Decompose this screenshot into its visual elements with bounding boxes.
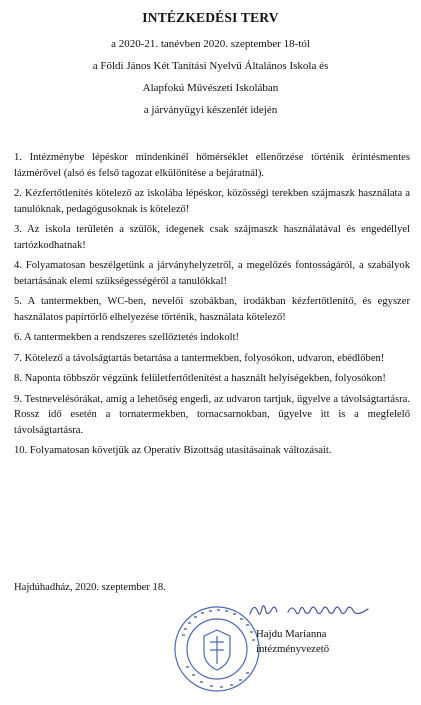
place-and-date: Hajdúhadház, 2020. szeptember 18. [14, 582, 166, 593]
signer-block [256, 627, 329, 657]
measure-item-2: 2. Kézfertőtlenítés kötelező az iskolába lépéskor, közösségi terekben szájmaszk használata a tanulóknak, pedagógusoknak is kötelező! [14, 188, 410, 215]
signature-icon [248, 600, 378, 620]
measure-item-9: 9. Testnevelésórákat, amíg a lehetőség engedi, az udvaron tartjuk, ügyelve a távolságtartásra. Rossz idő esetén a tornatermekben, tornacsarnokban, ügyelve itt is a megfelelő távolságtartásra. [14, 393, 410, 436]
signer-title: intézményvezető [256, 643, 330, 655]
measure-item-7: 7. Kötelező a távolságtartás betartása a tantermekben, folyosókon, udvaron, ebédlőben! [14, 352, 385, 364]
measure-item-5: 5. A tantermekben, WC-ben, nevelői szobákban, irodákban kézfertőtlenítő, és egyszer használatos papírtörlő elhelyezése történik, használata kötelező! [14, 296, 410, 323]
document-title: INTÉZKEDÉSI TERV [142, 10, 279, 25]
measure-item-6: 6. A tantermekben a rendszeres szellőztetés indokolt! [14, 332, 240, 343]
subtitle-line-4: a járványügyi készenlét idején [143, 104, 278, 116]
subtitle-line-2: a Földi János Két Tanítási Nyelvű Általános Iskola és [92, 60, 329, 72]
measure-item-10: 10. Folyamatosan követjük az Operatív Bizottság utasításainak változásait. [14, 445, 332, 456]
measures-list [14, 150, 410, 464]
measure-item-8: 8. Naponta többször végzünk felületfertőtlenítést a használt helyiségekben, folyosókon! [14, 373, 386, 384]
subtitle-line-1: a 2020-21. tanévben 2020. szeptember 18-tól [111, 38, 310, 50]
measure-item-1: 1. Intézménybe lépéskor mindenkinél hőmérséklet ellenőrzése történik érintésmentes lázmérővel (alsó és felső tagozat elkülönítése a bejáratnál). [14, 152, 410, 179]
measure-item-3: 3. Az iskola területén a szülők, idegenek csak szájmaszk használatával és engedéllyel tartózkodhatnak! [14, 224, 410, 251]
subtitle-line-3: Alapfokú Művészeti Iskolában [142, 82, 279, 94]
signer-name: Hajdu Marianna [256, 628, 327, 640]
measure-item-4: 4. Folyamatosan beszélgetünk a járványhelyzetről, a megelőzés fontosságáról, a szabályok betartásának elemi szükségességéről a tanulókkal! [14, 260, 410, 287]
